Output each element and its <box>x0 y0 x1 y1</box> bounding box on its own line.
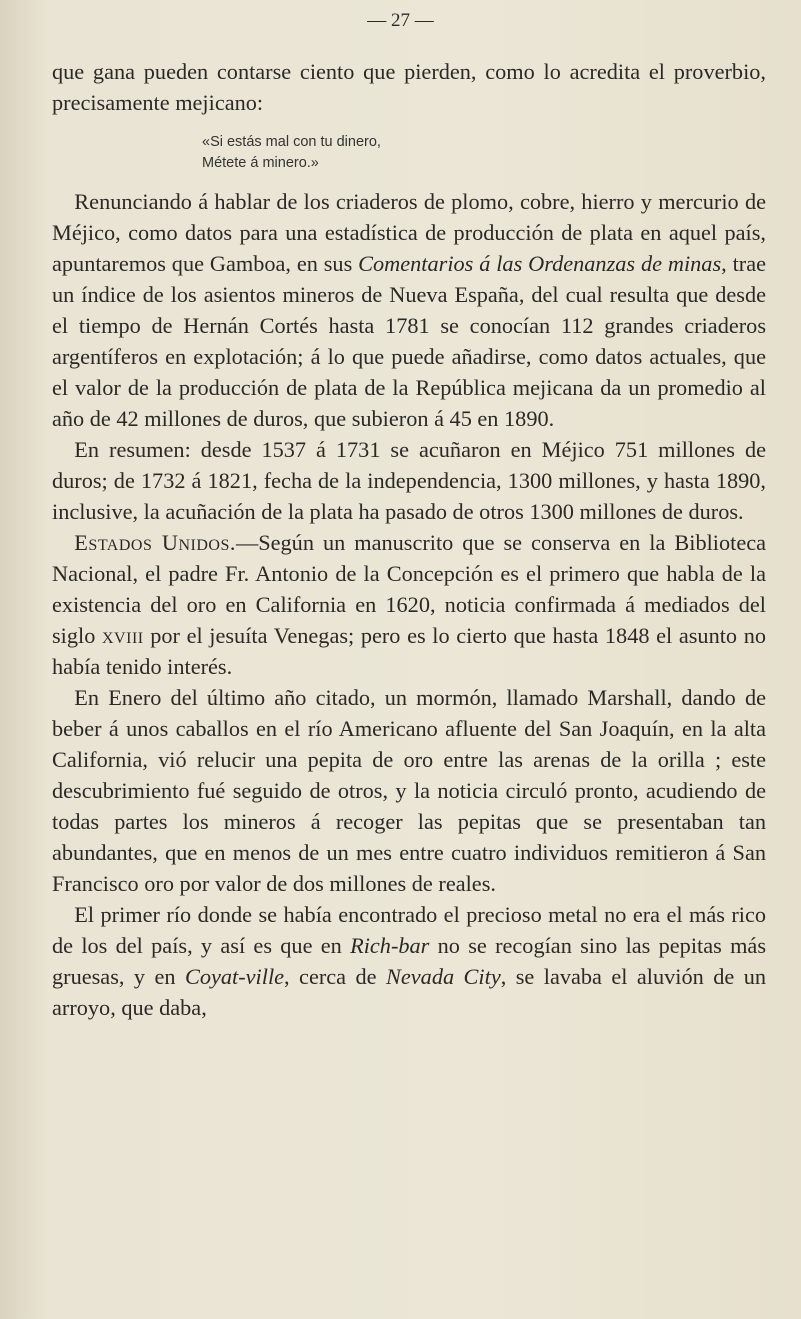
paragraph-text: Renunciando á hablar de los criaderos de plomo, cobre, hierro y mercurio de Méjico, como datos para una estadística de producción de plata en aquel país, apuntaremos que Gamboa, en sus <box>52 189 766 276</box>
section-heading: Estados Unidos. <box>74 530 236 555</box>
paragraph-marshall-discovery: En Enero del último año citado, un mormón, llamado Marshall, dando de beber á unos caballos en el río Americano afluente del San Joaquín, en la alta California, vió relucir una pepita de oro entre las arenas de la orilla ; este descubrimiento fué seguido de otros, y la noticia circuló pronto, acudiendo de todas partes los mineros á recoger las pepitas que se presentaban tan abundantes, que en menos de un mes entre cuatro individuos remitieron á San Francisco oro por valor de dos millones de reales. <box>52 685 766 896</box>
verse-line-1: «Si estás mal con tu dinero, <box>202 134 381 150</box>
paragraph-text: , se lavaba el aluvión de un arroyo, que daba, <box>52 964 767 1020</box>
paragraph-text: no se recogían sino las pepitas más gruesas, y en <box>52 933 766 989</box>
paragraph-proverb-intro: que gana pueden contarse ciento que pierden, como lo acredita el proverbio, precisamente mejicano: <box>52 59 766 115</box>
paragraph-text: , trae un índice de los asientos mineros de Nueva España, del cual resulta que desde el tiempo de Hernán Cortés hasta 1781 se conocían 112 grandes criaderos argentíferos en explotación; á lo que puede añadirse, como datos actuales, que el valor de la producción de plata de la República mejicana da un promedio al año de 42 millones de duros, que subieron á 45 en 1890. <box>52 251 766 431</box>
body-text <box>52 56 766 1023</box>
paragraph-united-states <box>52 527 766 682</box>
place-name: Coyat-ville <box>184 964 285 989</box>
century-numeral: xviii <box>102 623 144 648</box>
paragraph-text: El primer río donde se había encontrado el precioso metal no era el más rico de los del país, y así es que en <box>52 902 766 958</box>
book-title: Comentarios á las Ordenanzas de minas <box>358 251 722 276</box>
verse-line-2: Métete á minero.» <box>202 155 319 171</box>
proverb-verse <box>202 132 766 174</box>
place-name: Nevada City <box>386 964 501 989</box>
place-name: Rich-bar <box>350 933 430 958</box>
paragraph-mexico-mining <box>52 186 766 434</box>
paragraph-text: por el jesuíta Venegas; pero es lo cierto que hasta 1848 el asunto no había tenido interés. <box>52 623 766 679</box>
paragraph-rivers <box>52 899 766 1023</box>
paragraph-coinage-summary: En resumen: desde 1537 á 1731 se acuñaron en Méjico 751 millones de duros; de 1732 á 1821, fecha de la independencia, 1300 millones, y hasta 1890, inclusive, la acuñación de la plata ha pasado de otros 1300 millones de duros. <box>52 437 766 524</box>
page-number: — 27 — <box>367 10 434 31</box>
paragraph-text: , cerca de <box>284 964 386 989</box>
paragraph-text: —Según un manuscrito que se conserva en la Biblioteca Nacional, el padre Fr. Antonio de la Concepción es el primero que habla de la existencia del oro en California en 1620, noticia confirmada á mediados del siglo <box>52 530 767 648</box>
